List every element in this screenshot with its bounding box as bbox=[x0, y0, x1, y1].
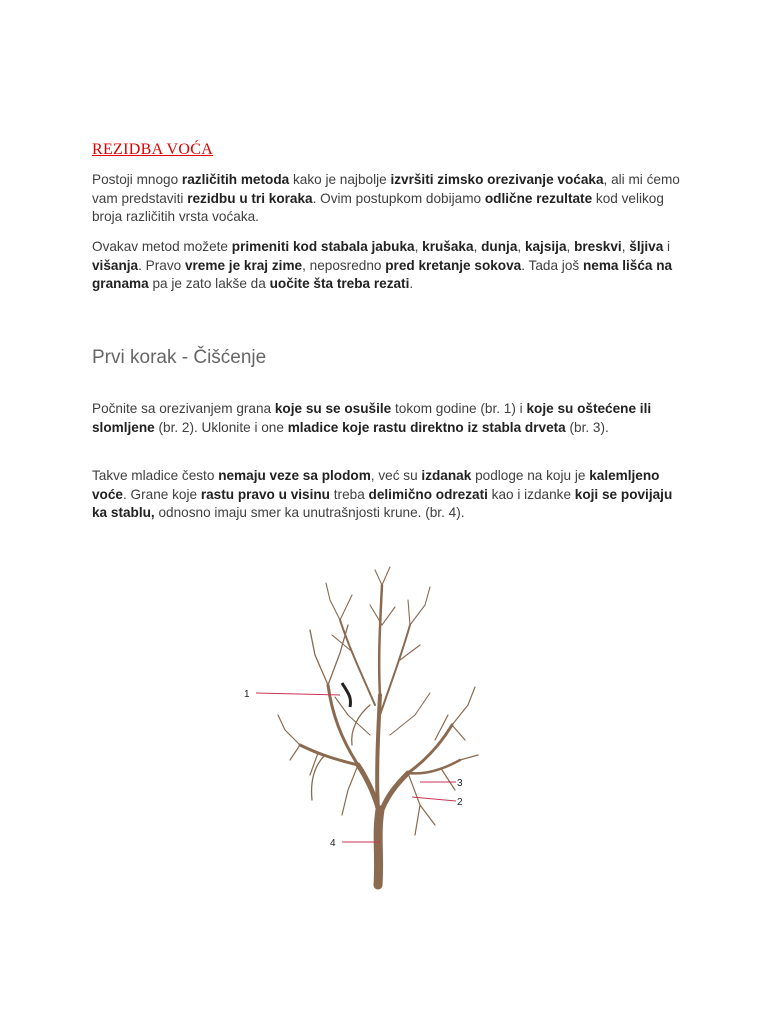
text-run: , već su bbox=[370, 468, 422, 483]
bold-text-run: delimično odrezati bbox=[368, 486, 488, 502]
text-run: Počnite sa orezivanjem grana bbox=[92, 401, 275, 416]
text-run: . bbox=[409, 276, 414, 292]
bold-text-run: dunja bbox=[481, 239, 518, 254]
method-paragraph bbox=[92, 238, 682, 294]
bold-text-run: pred kretanje sokova bbox=[385, 257, 522, 273]
section-heading: Prvi korak - Čišćenje bbox=[92, 347, 267, 368]
text-run: , ali mi ćemo vam predstaviti bbox=[92, 172, 680, 206]
text-run: (br. 3). bbox=[565, 419, 609, 435]
tree-drawing bbox=[278, 567, 478, 885]
tree-pruning-illustration bbox=[230, 565, 500, 895]
bold-text-run: koje su se osušile bbox=[274, 401, 392, 416]
bold-text-run: izvršiti zimsko orezivanje voćaka bbox=[390, 172, 604, 187]
bold-text-run: nema lišća na granama bbox=[92, 257, 673, 292]
text-run: Postoji mnogo bbox=[92, 172, 182, 187]
bold-text-run: vreme je kraj zime bbox=[184, 257, 303, 273]
text-run: . Tada još bbox=[521, 257, 583, 273]
callout-lines bbox=[256, 693, 456, 842]
bold-text-run: krušaka bbox=[422, 239, 474, 254]
text-run: pa je zato lakše da bbox=[148, 276, 270, 292]
dead-branch-mark bbox=[342, 683, 351, 707]
text-run: odnosno imaju smer ka unutrašnjosti krune. (br. 4). bbox=[154, 505, 465, 521]
bold-text-run: izdanak bbox=[421, 468, 472, 483]
callout-label-4: 4 bbox=[330, 838, 336, 849]
intro-paragraph bbox=[92, 171, 682, 227]
step2-paragraph bbox=[92, 467, 682, 523]
text-run: tokom godine (br. 1) i bbox=[391, 401, 527, 416]
text-run: . Pravo bbox=[138, 257, 185, 273]
text-run: kako je najbolje bbox=[289, 172, 391, 187]
bold-text-run: nemaju veze sa plodom bbox=[218, 468, 371, 483]
bold-text-run: višanja bbox=[92, 257, 139, 273]
bold-text-run: koje su oštećene ili slomljene bbox=[92, 401, 652, 435]
bold-text-run: različitih metoda bbox=[181, 172, 290, 187]
callout-label-2: 2 bbox=[457, 797, 463, 808]
text-run: , bbox=[566, 239, 575, 254]
bold-text-run: rastu pravo u visinu bbox=[200, 486, 330, 502]
callout-label-1: 1 bbox=[244, 689, 250, 700]
bold-text-run: kalemljeno voće bbox=[92, 468, 660, 502]
bold-text-run: rezidbu u tri koraka bbox=[187, 190, 313, 206]
bold-text-run: uočite šta treba rezati bbox=[269, 276, 410, 292]
bold-text-run: kajsija bbox=[524, 239, 567, 254]
bold-text-run: koji se povijaju ka stablu, bbox=[92, 486, 673, 521]
text-run: , bbox=[414, 239, 423, 254]
text-run: i bbox=[663, 239, 671, 254]
text-run: kao i izdanke bbox=[487, 486, 575, 502]
bold-text-run: šljiva bbox=[629, 239, 664, 254]
text-run: , neposredno bbox=[302, 257, 386, 273]
bold-text-run: mladice koje rastu direktno iz stabla drveta bbox=[287, 419, 566, 435]
callout-label-3: 3 bbox=[457, 778, 463, 789]
bold-text-run: primeniti kod stabala jabuka bbox=[231, 239, 415, 254]
text-run: . Grane koje bbox=[122, 486, 201, 502]
text-run: , bbox=[473, 239, 482, 254]
step1-paragraph bbox=[92, 400, 682, 437]
bold-text-run: odlične rezultate bbox=[484, 190, 593, 206]
text-run: podloge na koju je bbox=[471, 468, 590, 483]
text-run: Takve mladice često bbox=[92, 468, 219, 483]
text-run: kod velikog broja različitih vrsta voćaka. bbox=[92, 190, 664, 225]
text-run: , bbox=[621, 239, 630, 254]
text-run: (br. 2). Uklonite i one bbox=[154, 419, 288, 435]
text-run: Ovakav metod možete bbox=[92, 239, 232, 254]
text-run: treba bbox=[330, 486, 369, 502]
text-run: . Ovim postupkom dobijamo bbox=[312, 190, 485, 206]
text-run: , bbox=[517, 239, 525, 254]
bold-text-run: breskvi bbox=[574, 239, 622, 254]
document-title: REZIDBA VOĆA bbox=[92, 141, 214, 158]
